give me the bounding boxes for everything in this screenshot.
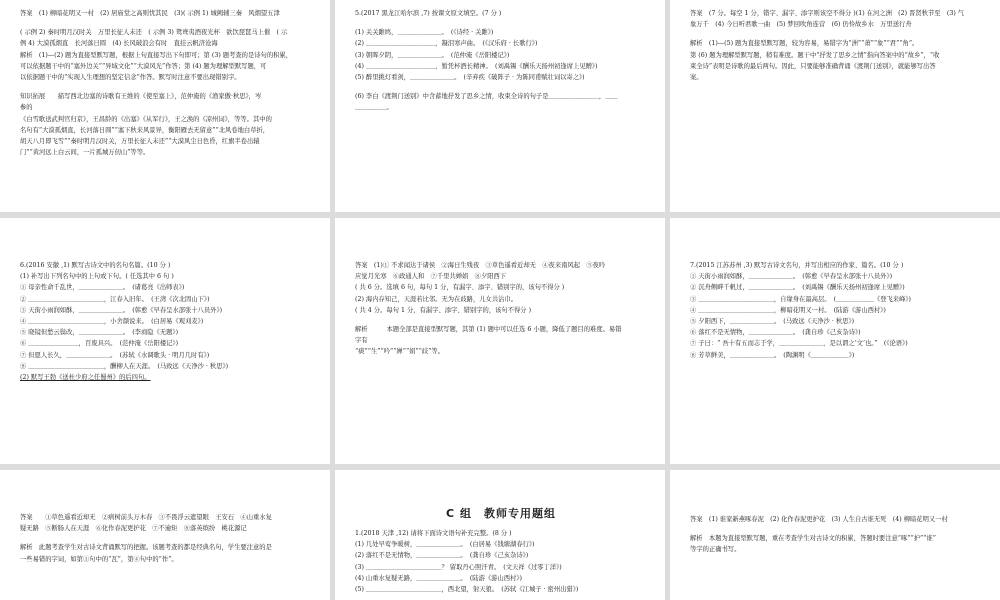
question-item: (5) ＿＿＿＿＿＿＿＿＿＿＿＿，西北望，射天狼。 (苏轼《江城子 · 密州出猎》) <box>355 586 579 594</box>
answer-line: 答案 (7 分。每空 1 分，错字、漏字、添字则该空不得分 )(1) 在河之洲 (2) 晋贤秋节至 (3) 气 <box>690 10 965 17</box>
analysis-line: 解析 本题全部是直接型默写题，其第 (1) 题中可以任选 6 小题，降低了题目的难度。易错 <box>355 326 622 334</box>
question-item: ① 天街小雨润如酥，＿＿＿＿＿＿＿。 (韩愈《早春呈水部张十八员外》) <box>690 273 893 281</box>
analysis-line: 解析 本题为直接型默写题，重在考查学生对古诗文的积累，答题时要注意“啄”“护”“谁” <box>690 535 937 543</box>
answer-panel-7 <box>0 470 330 600</box>
answer-line: 疑无路 ⑤断肠人在天涯 ⑥化作春泥更护花 ⑦不逾矩 ⑧落英缤纷 桃花源记 <box>20 525 247 533</box>
analysis-line: “痰”“生”“吟”“婵”“娟”“歧”等。 <box>355 348 445 356</box>
question-title: 7.(2015 江苏苏州 ,3) 默写古诗文名句，并写出相应的作家、篇名。(10 分 ) <box>690 262 904 269</box>
question-item: ③ 天街小雨润如酥，＿＿＿＿＿＿＿。 (韩愈《早春呈水部张十八员外》) <box>20 306 223 314</box>
question-item: (2) 默写王勃《送杜少府之任蜀州》的后四句。 <box>20 374 151 382</box>
answer-panel-c1 <box>670 470 1000 600</box>
answer-line: 象万千 (4) 今日听君歌一曲 (5) 梦回吹角连营 (6) 仍怜故乡水 万里送行舟 <box>690 21 912 29</box>
question-item: ⑧ 芳草鲜美，＿＿＿＿＿＿＿。 (陶渊明《＿＿＿＿＿＿》) <box>690 351 855 359</box>
analysis-line: 束全诗”表明是诗歌的最后两句。因此，只要能够准确背诵《渡荆门送别》，就能够写出答 <box>690 62 936 70</box>
answer-line: 应觉月光寒 ⑥政通人和 ⑦千里共婵娟 ⑧夕阳西下 <box>355 273 507 281</box>
extension-line: 参的 <box>20 104 33 112</box>
answer-line: 答案 (1)① 不求闻达于诸侯 ②海日生残夜 ③草色遥看近却无 ④夜来南风起 ⑤夜吟 <box>355 262 606 269</box>
question-panel-6 <box>0 218 330 464</box>
question-item: (6) 李白《渡荆门送别》中含蓄地抒发了思乡之情，收束全诗的句子是＿＿＿＿＿＿＿＿，＿＿ <box>355 93 618 101</box>
analysis-line: 以依据题干中的“实现人生理想的坚定信念”作答。默写时注意不要出现错别字。 <box>20 74 241 82</box>
analysis-line: 等字的正确书写。 <box>690 546 741 554</box>
question-panel-c1 <box>335 470 665 600</box>
analysis-line: 可以依据题干中的“塞外边关”“异域文化”“大漠风光”作答；第 (4) 题为理解型默写题，可 <box>20 62 267 70</box>
question-title: 1.(2018 天津 ,12) 请将下面诗文语句补充完整。(8 分 ) <box>355 530 512 537</box>
answer-line: ( 共 6 分。选填 6 句，每句 1 分，有漏字、添字、错别字的，该句不得分 ) <box>355 284 565 292</box>
extension-line: 知识拓展 描写西北边塞的诗歌有王维的《使至塞上》，范仲淹的《渔家傲·秋思》，岑 <box>20 93 262 101</box>
question-item: ⑥ 落红不是无情物，＿＿＿＿＿＿＿。 (龚自珍《己亥杂诗》) <box>690 329 861 337</box>
question-panel-5 <box>335 0 665 212</box>
answer-line: 例 4) 大漠孤烟直 长河落日圆 (4) 长风破浪会有时 直挂云帆济沧海 <box>20 40 218 48</box>
question-item: ② 沉舟侧畔千帆过，＿＿＿＿＿＿＿。 (刘禹锡《酬乐天扬州初逢席上见赠》) <box>690 284 905 292</box>
answer-line: (2) 海内存知己，天涯若比邻。无为在歧路，儿女共沾巾。 <box>355 295 518 303</box>
analysis-line: 解析 此题考查学生对古诗文背诵默写的把握。该题考查的都是经典名句，学生要注意的是 <box>20 544 272 552</box>
answer-panel-6 <box>335 218 665 464</box>
question-item: (2) ＿＿＿＿＿＿＿＿＿＿＿，凝泪寒声曲。 (《汉乐府 · 长歌行》) <box>355 40 538 48</box>
question-title: 5.(2017 黑龙江哈尔滨 ,7) 按课文原文填空。(7 分 ) <box>355 10 502 17</box>
question-item: ⑧ ＿＿＿＿＿＿＿＿＿＿＿＿，酬柳人在天涯。 (马致远《天净沙 · 秋思》) <box>20 362 229 370</box>
extension-line: 门”“黄河远上白云间，一片孤城万仞山”等等。 <box>20 149 150 157</box>
question-item: ② ＿＿＿＿＿＿＿＿＿＿＿＿，江春入旧年。 (王湾《次北固山下》) <box>20 295 210 303</box>
question-item: ⑤ 夕阳西下，＿＿＿＿＿＿＿。 (马致远《天净沙 · 秋思》) <box>690 318 855 326</box>
extension-line: 胡天八月即飞雪”“秦时明月汉时关，万里长征人未还”“大漠风尘日色昏，红旗半卷出辕 <box>20 138 260 146</box>
analysis-line: 字有 <box>355 337 368 345</box>
answer-line: ( 示例 2) 秦时明月汉时关 万里长征人未还 ( 示例 3) 鸳鸯夷酒夜光杯 欲饮琵琶马上催 ( 示 <box>20 29 288 37</box>
analysis-line: 第 (6) 题为理解型默写题，稍有难度。题干中“抒发了思乡之情”指向答案中的“故乡”，“收 <box>690 51 940 59</box>
question-item: (2) 落红不是无情物，＿＿＿＿＿＿＿。 (龚自珍《己亥杂诗》) <box>355 552 529 560</box>
answer-panel-5 <box>670 0 1000 212</box>
question-item: (5) 醉里挑灯看剑，＿＿＿＿＿＿＿。 (辛弃疾《破阵子 · 为陈同甫赋壮词以寄之》) <box>355 74 585 82</box>
question-item: ④ ＿＿＿＿＿＿＿＿＿＿＿＿，柳暗花明又一村。 (陆游《游山西村》) <box>690 306 886 314</box>
analysis-line: 案。 <box>690 74 703 82</box>
answer-panel-1 <box>0 0 330 212</box>
answer-line: 答案 (1) 柳暗花明又一村 (2) 居庙堂之高则忧其民 (3)( 示例 1) 城阙辅三秦 风烟望五津 <box>20 10 280 17</box>
analysis-line: 一些易错的字词，如第①句中的“瓦”，第④句中的“作”。 <box>20 555 178 563</box>
question-item: ③ ＿＿＿＿＿＿＿＿＿＿＿＿，自缘身在最高层。 (＿＿＿＿＿＿《登飞来峰》) <box>690 295 912 303</box>
question-item: (1) 补写出下列名句中的上句或下句。( 任选其中 6 句 ) <box>20 273 174 281</box>
extension-line: 《白雪歌送武判官归京》，王昌龄的《出塞》《从军行》，王之涣的《凉州词》，等等。其中的 <box>20 115 272 123</box>
question-item: (1) 几处早莺争暖树，＿＿＿＿＿＿＿。 (白居易《钱塘湖春行》) <box>355 541 535 549</box>
analysis-line: 解析 (1)—(2) 题为直接型默写题，根据上句直接写出下句即可；第 (3) 题考查的是诗句的积累， <box>20 51 293 59</box>
question-item: (4) 山重水复疑无路，＿＿＿＿＿＿＿。 (陆游《游山西村》) <box>355 574 522 582</box>
question-item: ⑦ 子曰：“ 吾十有五而志于学，＿＿＿＿＿＿＿，是以谓之‘文’也。” (《论语》) <box>690 340 908 348</box>
question-item: ④ ＿＿＿＿＿＿＿＿＿＿＿＿，小舍颜说来。 (白居易《观刈麦》) <box>20 318 204 326</box>
analysis-line: 解析 (1)—(5) 题为直接型默写题，较为容易，易错字为“洲”“萧”“象”“君”“角”。 <box>690 40 919 48</box>
question-item: ＿＿＿＿＿。 <box>355 104 393 112</box>
question-item: ⑦ 但愿人长久，＿＿＿＿＿＿＿。 (苏轼《水调歌头 · 明月几时有》) <box>20 351 210 359</box>
question-item: ⑥ ＿＿＿＿＿＿＿＿，百废具兴。 (范仲淹《岳阳楼记》) <box>20 340 179 348</box>
question-item: ① 母亲性命千乱世，＿＿＿＿＿＿＿。 (诸葛亮《出师表》) <box>20 284 185 292</box>
question-item: (1) 关关雎鸠，＿＿＿＿＿＿＿。 (《诗经 · 关雎》) <box>355 29 494 37</box>
question-item: (3) 朝晖夕阴，＿＿＿＿＿＿＿。 (范仲淹《岳阳楼记》) <box>355 51 510 59</box>
question-panel-7 <box>670 218 1000 464</box>
section-title: C 组 教师专用题组 <box>446 507 556 520</box>
question-title: 6.(2016 安徽 ,1) 默写古诗文中的名句名篇。(10 分 ) <box>20 262 171 269</box>
answer-line: 答案 (1) 谁家新燕啄春泥 (2) 化作春泥更护花 (3) 人生自古谁无死 (4) 柳暗花明又一村 <box>690 516 948 523</box>
answer-line: 答案 ①草色遥看近却无 ②病树前头万木春 ③不畏浮云遮望眼 王安石 ④山重水复 <box>20 514 272 521</box>
question-item: (3) ＿＿＿＿＿＿＿＿＿＿＿＿？ 留取丹心照汗青。 (文天祥《过零丁洋》) <box>355 563 562 571</box>
extension-line: 名句有“大漠孤烟直，长河落日圆”“塞下秋来风景异，衡阳雁去无留意”“北风卷地白草折， <box>20 126 270 134</box>
question-item: (4) ＿＿＿＿＿＿＿＿＿＿＿，暂凭杯酒长精神。 (刘禹锡《酬乐天扬州初逢席上见赠》) <box>355 62 598 70</box>
answer-line: ( 共 4 分。每句 1 分，有漏字、添字、错别字的，该句不得分 ) <box>355 306 532 314</box>
question-item: ⑤ 晓镜但愁云鬓改，＿＿＿＿＿＿＿。 (李商隐《无题》) <box>20 329 179 337</box>
